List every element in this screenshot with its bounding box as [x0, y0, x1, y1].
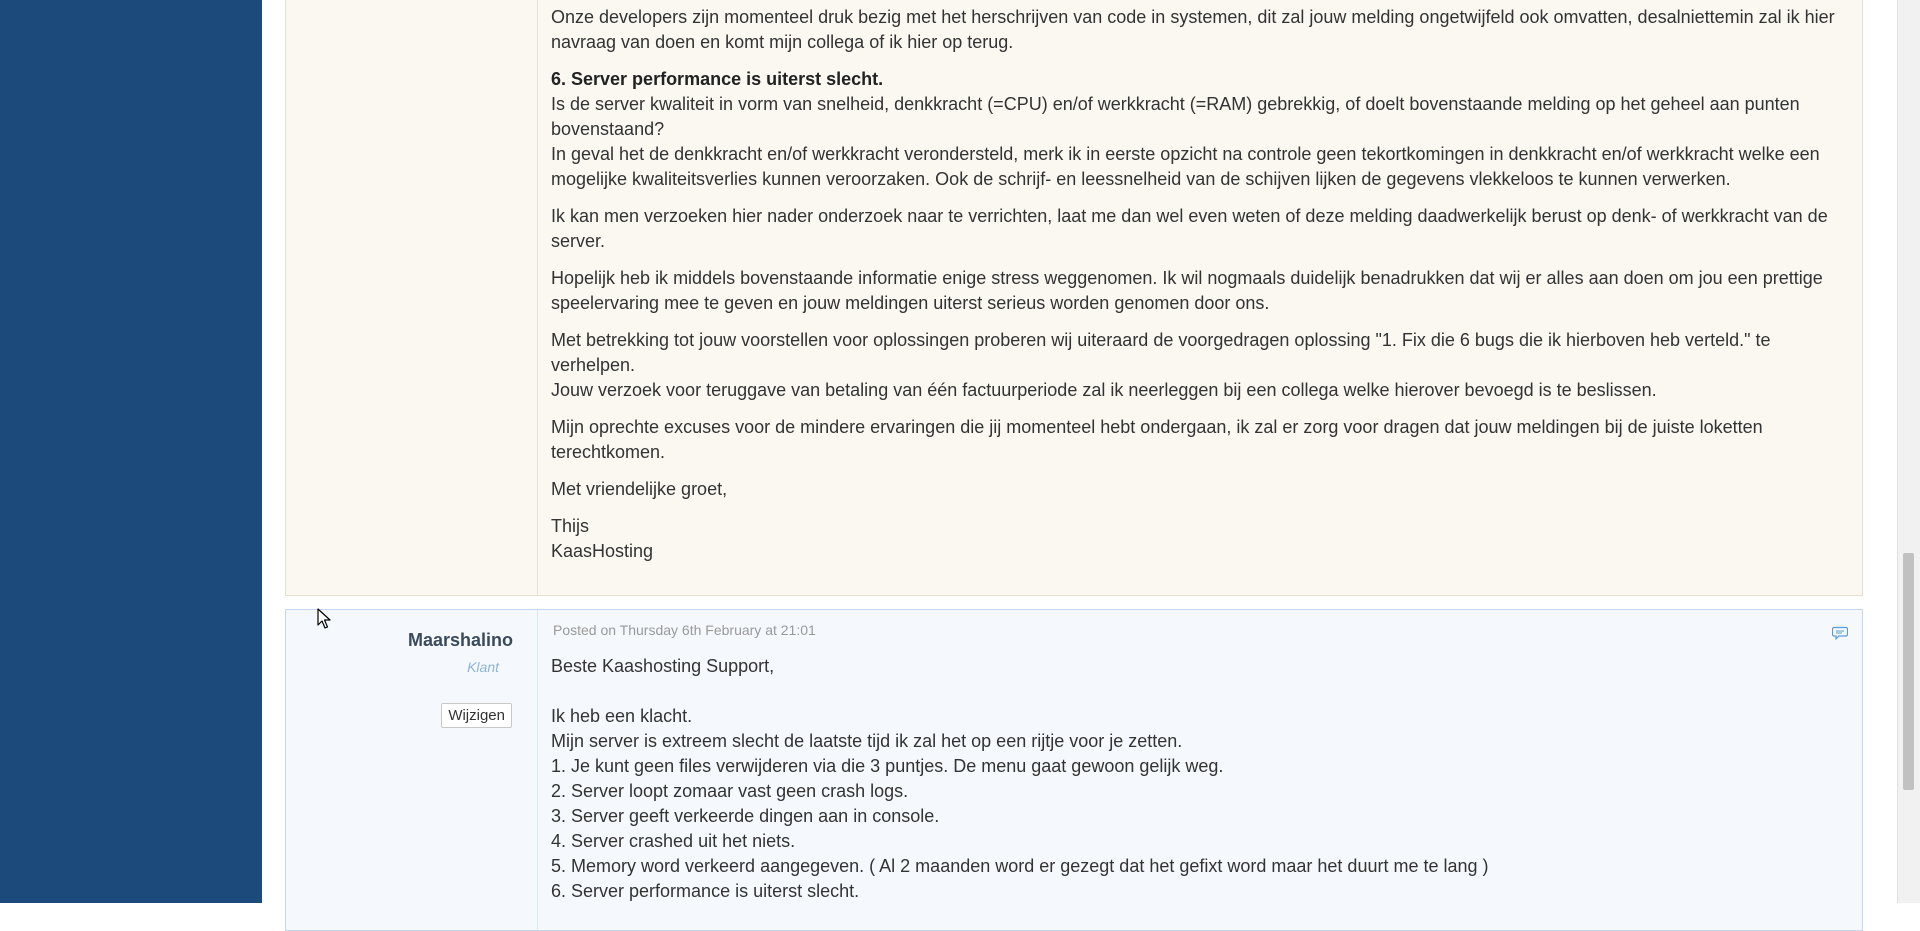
- staff-reply-sidebar: [286, 0, 538, 595]
- edit-button[interactable]: Wijzigen: [441, 703, 512, 728]
- reply-paragraph: Ik kan men verzoeken hier nader onderzoek naar te verrichten, laat me dan wel even weten of deze melding daadwerkelijk berust op denk- of werkkracht van de server.: [551, 206, 1828, 251]
- user-role: Klant: [467, 659, 499, 675]
- signature-company: KaasHosting: [551, 541, 654, 561]
- reply-line: 4. Server crashed uit het niets.: [551, 831, 796, 851]
- reply-line: 6. Server performance is uiterst slecht.: [551, 881, 860, 901]
- reply-line: Ik heb een klacht.: [551, 706, 693, 726]
- left-sidebar: [0, 0, 262, 903]
- mouse-cursor-icon: [317, 608, 331, 630]
- reply-paragraph: Hopelijk heb ik middels bovenstaande informatie enige stress weggenomen. Ik wil nogmaals duidelijk benadrukken dat wij er alles aan doen om jou een prettige speelervaring mee te geven en jouw meldingen uiterst serieus worden genomen door ons.: [551, 268, 1823, 313]
- client-reply-body: [551, 654, 1838, 904]
- reply-line: 3. Server geeft verkeerde dingen aan in console.: [551, 806, 940, 826]
- client-reply-sidebar: [286, 610, 538, 930]
- staff-reply: [285, 0, 1863, 596]
- signature-name: Thijs: [551, 516, 590, 536]
- reply-line: Mijn server is extreem slecht de laatste tijd ik zal het op een rijtje voor je zetten.: [551, 731, 1183, 751]
- reply-greeting: Beste Kaashosting Support,: [551, 656, 775, 676]
- post-meta: Posted on Thursday 6th February at 21:01: [553, 622, 816, 638]
- reply-line: 1. Je kunt geen files verwijderen via die 3 puntjes. De menu gaat gewoon gelijk weg.: [551, 756, 1224, 776]
- reply-heading: 6. Server performance is uiterst slecht.: [551, 69, 884, 89]
- reply-paragraph: Is de server kwaliteit in vorm van snelheid, denkkracht (=CPU) en/of werkkracht (=RAM) gebrekkig, of doelt bovenstaande melding op het geheel aan punten bovenstaand?: [551, 94, 1800, 139]
- reply-paragraph: In geval het de denkkracht en/of werkkracht verondersteld, merk ik in eerste opzicht na controle geen tekortkomingen in denkkracht en/of werkkracht welke een mogelijke kwaliteitsverlies kunnen veroorzaken. Ook de schrijf- en leessnelheid van de schijven lijken de gegevens vlekkeloos te kunnen verwerken.: [551, 144, 1820, 189]
- client-reply: [285, 609, 1863, 931]
- reply-paragraph: Onze developers zijn momenteel druk bezig met het herschrijven van code in systemen, dit zal jouw melding ongetwijfeld ook omvatten, desalniettemin zal ik hier navraag van doen en komt mijn collega of ik hier op terug.: [551, 7, 1835, 52]
- user-name: Maarshalino: [407, 630, 513, 650]
- reply-paragraph: Met betrekking tot jouw voorstellen voor oplossingen proberen wij uiteraard de voorgedragen oplossing "1. Fix die 6 bugs die ik hierboven heb verteld." te verhelpen.: [551, 330, 1771, 375]
- reply-closing: Met vriendelijke groet,: [551, 479, 728, 499]
- quote-icon[interactable]: [1832, 626, 1848, 640]
- page-scrollbar[interactable]: [1897, 0, 1920, 903]
- reply-line: 2. Server loopt zomaar vast geen crash logs.: [551, 781, 909, 801]
- scrollbar-thumb[interactable]: [1903, 553, 1914, 790]
- staff-reply-body: [551, 0, 1838, 576]
- reply-line: 5. Memory word verkeerd aangegeven. ( Al 2 maanden word er gezegt dat het gefixt word maar het duurt me te lang ): [551, 856, 1489, 876]
- reply-paragraph: Mijn oprechte excuses voor de mindere ervaringen die jij momenteel hebt ondergaan, ik zal er zorg voor dragen dat jouw meldingen bij de juiste loketten terechtkomen.: [551, 417, 1763, 462]
- reply-paragraph: Jouw verzoek voor teruggave van betaling van één factuurperiode zal ik neerleggen bij een collega welke hierover bevoegd is te beslissen.: [551, 380, 1657, 400]
